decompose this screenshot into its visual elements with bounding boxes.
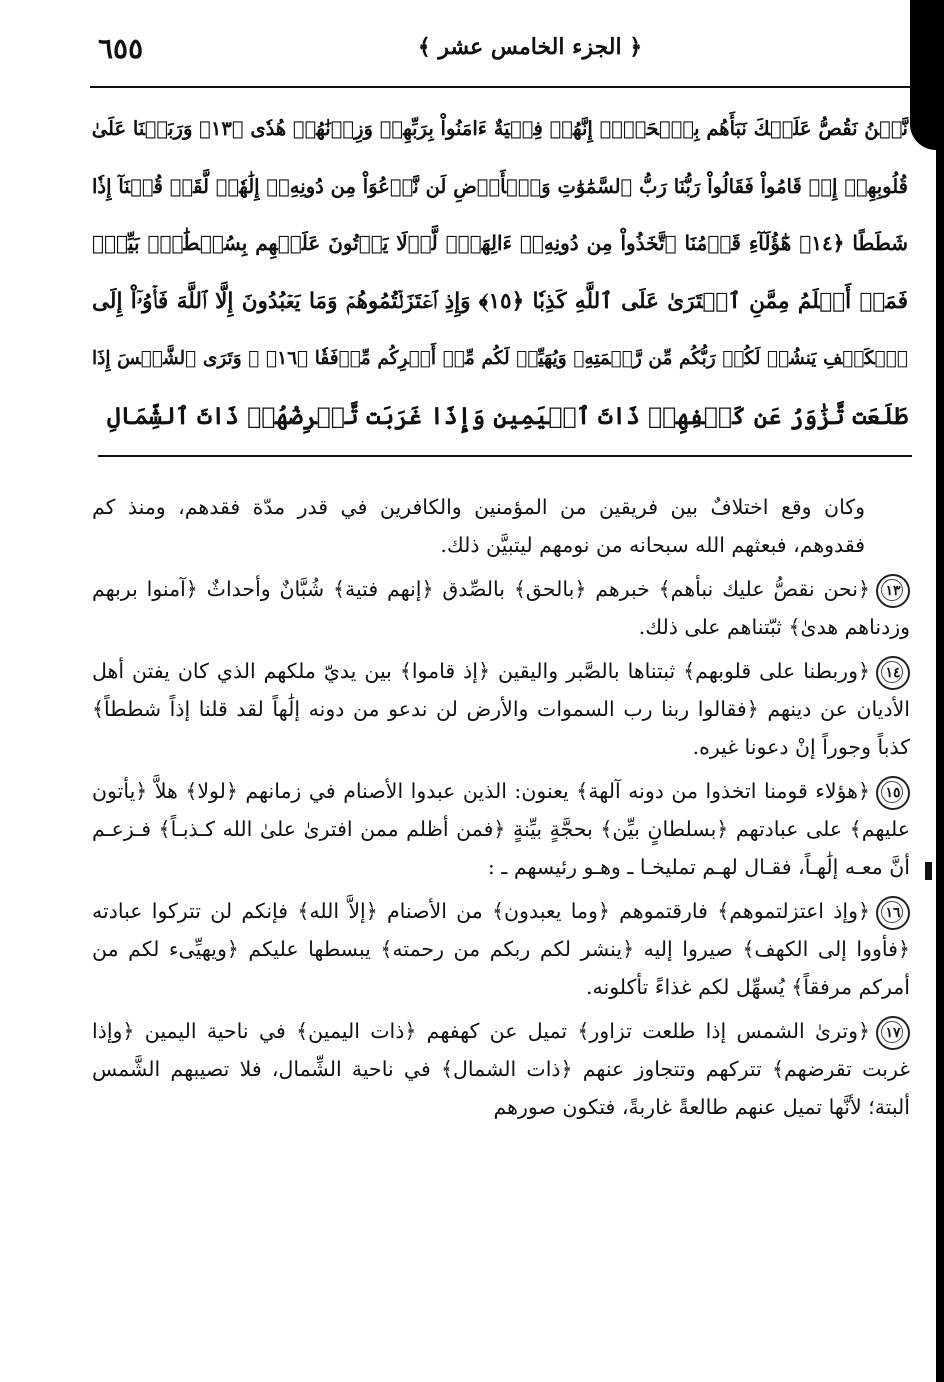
header-rule — [90, 86, 912, 88]
verse-line: قُلُوبِهِمۡ إِذۡ قَامُواْ فَقَالُواْ رَبُّنَا رَبُّ ٱلسَّمَٰوَٰتِ وَٱلۡأَرۡضِ لَن نَّدۡعُوَاْ مِن دُونِهِۦٓ إِلَٰهٗاۖ لَّقَدۡ قُلۡنَآ إِذٗا — [92, 174, 908, 198]
verse-line: فَمَنۡ أَظۡلَمُ مِمَّنِ ٱفۡتَرَىٰ عَلَى ٱللَّهِ كَذِبٗا ﴿١٥﴾ وَإِذِ ٱعۡتَزَلۡتُمُوهُمۡ وَمَا يَعۡبُدُونَ إِلَّا ٱللَّهَ فَأۡوُۥٓاْ إِلَى — [92, 288, 908, 314]
commentary-entry — [92, 772, 910, 886]
verse-line: ٱلۡكَهۡفِ يَنشُرۡ لَكُمۡ رَبُّكُم مِّن رَّحۡمَتِهِۦ وَيُهَيِّئۡ لَكُم مِّنۡ أَمۡرِكُم مِّرۡفَقٗا ﴿١٦﴾ ۞ وَتَرَى ٱلشَّمۡسَ إِذَا — [92, 348, 908, 370]
verse-line: شَطَطًا ﴿١٤﴾ هَٰٓؤُلَآءِ قَوۡمُنَا ٱتَّخَذُواْ مِن دُونِهِۦٓ ءَالِهَةٗۖ لَّوۡلَا يَأۡتُونَ عَلَيۡهِم بِسُلۡطَٰنِۢ بَيِّنٖۖ — [92, 231, 908, 256]
commentary-intro: وكان وقع اختلافٌ بين فريقين من المؤمنين والكافرين في قدر مدّة فقدهم، ومنذ كم فقدوهم، فبعثهم الله سبحانه من نومهم ليتبيَّن ذلك. — [92, 495, 865, 557]
verse-number-badge: ١٣ — [876, 574, 910, 608]
verse-number-badge: ١٧ — [876, 1016, 910, 1050]
section-divider — [98, 455, 912, 457]
verse-number-badge: ١٦ — [876, 896, 910, 930]
verse-number-badge: ١٥ — [876, 776, 910, 810]
commentary-block — [92, 488, 910, 1126]
page-edge-strip — [936, 150, 944, 1382]
commentary-entry — [92, 652, 910, 766]
commentary-text: ﴿نحن نقصُّ عليك نبأهم﴾ خبرهم ﴿بالحق﴾ بالصِّدق ﴿إنهم فتية﴾ شُبَّانٌ وأحداثٌ ﴿آمنوا بربهم وزدناهم هدىٰ﴾ ثبّتناهم على ذلك. — [92, 577, 910, 639]
commentary-entry — [92, 1012, 910, 1126]
quran-verses-block — [92, 100, 908, 446]
commentary-text: ﴿هؤلاء قومنا اتخذوا من دونه آلهة﴾ يعنون: الذين عبدوا الأصنام في زمانهم ﴿لولا﴾ هلاَّ ﴿يأتون عليهم﴾ على عبادتهم ﴿بسلطانٍ بيِّن﴾ بحجَّةٍ بيِّنةٍ ﴿فمن أظلم ممن افترىٰ علىٰ الله كـذبـاً﴾ فـزعـم أنَّ معـه إلَٰهـاً، فقـال لهـم تمليخـا ـ وهـو رئيسهم ـ : — [92, 779, 910, 879]
commentary-entry — [92, 570, 910, 646]
commentary-text: ﴿وربطنا على قلوبهم﴾ ثبتناها بالصَّبر واليقين ﴿إذ قاموا﴾ بين يديّ ملكهم الذي كان يفتن أهل الأديان عن دينهم ﴿فقالوا ربنا رب السموات والأرض لن ندعو من دونه إلَٰهاً لقد قلنا إذاً شططاً﴾ كذباً وجوراً إنْ دعونا غيره. — [92, 659, 910, 759]
verse-line: نَّحۡنُ نَقُصُّ عَلَيۡكَ نَبَأَهُم بِٱلۡحَقِّۚ إِنَّهُمۡ فِتۡيَةٌ ءَامَنُواْ بِرَبِّهِمۡ وَزِدۡنَٰهُمۡ هُدٗى ﴿١٣﴾ وَرَبَطۡنَا عَلَىٰ — [91, 117, 908, 140]
commentary-entry — [92, 892, 910, 1006]
verse-line: طَلَعَت تَّزَٰوَرُ عَن كَهۡفِهِمۡ ذَاتَ ٱلۡيَمِينِ وَإِذَا غَرَبَت تَّقۡرِضُهُمۡ ذَاتَ ٱلشِّمَالِ — [106, 401, 908, 430]
page-header — [90, 30, 910, 80]
commentary-text: ﴿وترىٰ الشمس إذا طلعت تزاور﴾ تميل عن كهفهم ﴿ذات اليمين﴾ في ناحية اليمين ﴿وإذا غربت تقرضهم﴾ تتركهم وتتجاوز عنهم ﴿ذات الشمال﴾ في ناحية الشِّمال، فلا تصيبهم الشَّمس ألبتة؛ لأنَّها تميل عنهم طالعةً غاربةً، فتكون صورهم — [92, 1019, 910, 1119]
running-title: ﴿ الجزء الخامس عشر ﴾ — [417, 34, 643, 60]
commentary-text: ﴿وإذ اعتزلتموهم﴾ فارقتموهم ﴿وما يعبدون﴾ من الأصنام ﴿إلاَّ الله﴾ فإنكم لن تتركوا عبادته ﴿فأووا إلى الكهف﴾ صيروا إليه ﴿ينشر لكم ربكم من رحمته﴾ يبسطها عليكم ﴿ويهيِّىء لكم من أمركم مرفقاً﴾ يُسهِّل لكم غذاءً تأكلونه. — [92, 899, 910, 999]
margin-mark — [925, 862, 932, 880]
page-number: ٦٥٥ — [98, 32, 144, 65]
verse-number-badge: ١٤ — [876, 656, 910, 690]
page-edge-shadow — [910, 0, 944, 150]
